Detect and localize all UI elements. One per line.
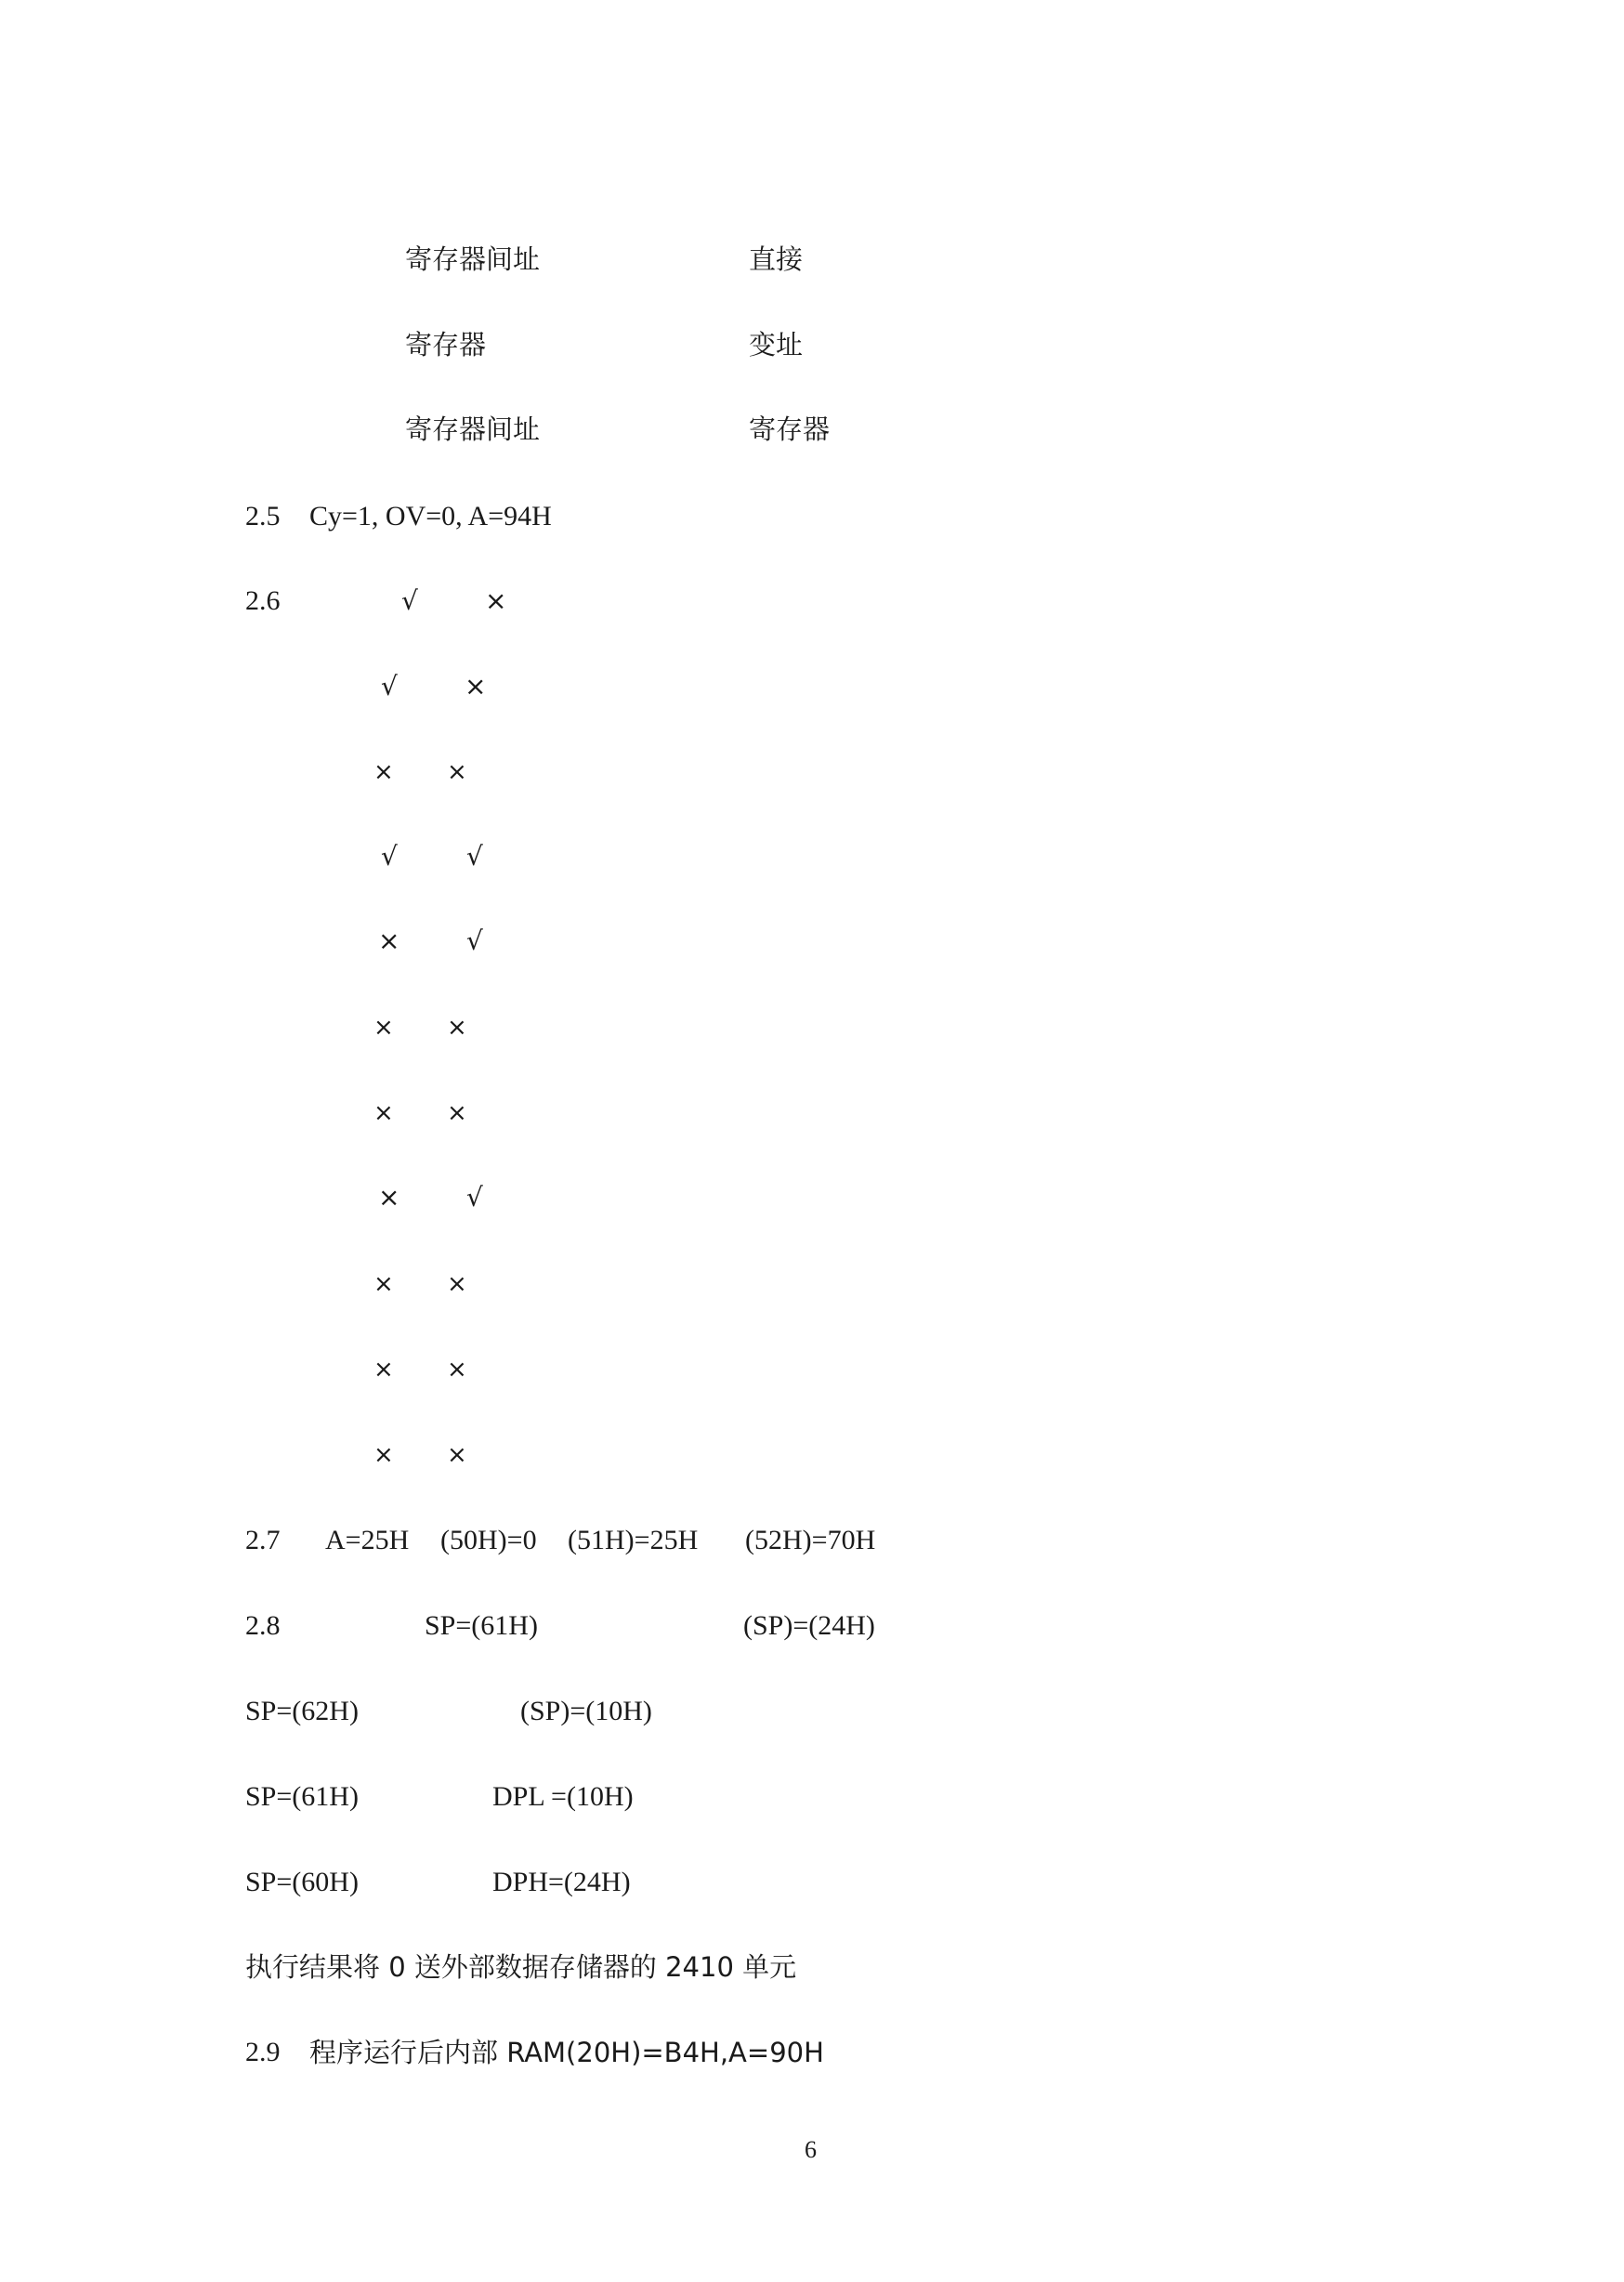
addressing-right-2: 变址 bbox=[749, 329, 804, 361]
q2-6-mark-6b: × bbox=[447, 1014, 467, 1042]
q2-6-mark-3a: × bbox=[373, 758, 394, 786]
addressing-left-1: 寄存器间址 bbox=[405, 243, 541, 275]
q2-7-number: 2.7 bbox=[245, 1525, 281, 1555]
q2-6-mark-4b: √ bbox=[466, 841, 483, 872]
q2-6-mark-5a: × bbox=[378, 925, 400, 956]
q2-6-mark-2a: √ bbox=[381, 671, 398, 702]
q2-7-value-1: A=25H bbox=[325, 1525, 410, 1555]
addressing-right-1: 直接 bbox=[749, 243, 804, 275]
addressing-left-3: 寄存器间址 bbox=[405, 413, 541, 445]
q2-8-left-2: SP=(62H) bbox=[245, 1696, 359, 1726]
addressing-left-2: 寄存器 bbox=[405, 329, 487, 361]
q2-6-mark-9b: × bbox=[447, 1270, 467, 1298]
q2-8-right-2: (SP)=(10H) bbox=[520, 1696, 652, 1726]
q2-8-right-3: DPL =(10H) bbox=[492, 1781, 634, 1812]
q2-6-mark-11b: × bbox=[447, 1441, 467, 1469]
q2-9-number: 2.9 bbox=[245, 2037, 281, 2067]
q2-8-right-4: DPH=(24H) bbox=[492, 1867, 631, 1897]
q2-5-answer: Cy=1, OV=0, A=94H bbox=[309, 501, 552, 531]
q2-6-mark-7b: × bbox=[447, 1099, 467, 1127]
q2-6-mark-1a: √ bbox=[401, 585, 418, 616]
q2-8-right-1: (SP)=(24H) bbox=[743, 1610, 875, 1641]
addressing-right-3: 寄存器 bbox=[749, 413, 831, 445]
q2-6-mark-5b: √ bbox=[466, 925, 483, 956]
q2-6-mark-9a: × bbox=[373, 1270, 394, 1298]
q2-8-number: 2.8 bbox=[245, 1610, 281, 1641]
q2-6-mark-3b: × bbox=[447, 758, 467, 786]
q2-6-mark-10b: × bbox=[447, 1356, 467, 1384]
q2-8-left-1: SP=(61H) bbox=[425, 1610, 538, 1641]
q2-6-mark-1b: × bbox=[485, 585, 507, 616]
q2-6-mark-2b: × bbox=[465, 671, 487, 702]
q2-8-result: 执行结果将 0 送外部数据存储器的 2410 单元 bbox=[245, 1951, 797, 1983]
q2-7-value-4: (52H)=70H bbox=[745, 1525, 876, 1555]
q2-6-mark-8b: √ bbox=[466, 1182, 483, 1213]
q2-6-number: 2.6 bbox=[245, 585, 281, 616]
q2-7-value-2: (50H)=0 bbox=[440, 1525, 537, 1555]
q2-6-mark-6a: × bbox=[373, 1014, 394, 1042]
q2-8-left-4: SP=(60H) bbox=[245, 1867, 359, 1897]
q2-8-left-3: SP=(61H) bbox=[245, 1781, 359, 1812]
q2-9-answer: 程序运行后内部 RAM(20H)=B4H,A=90H bbox=[309, 2037, 824, 2068]
page-number: 6 bbox=[805, 2136, 817, 2163]
q2-7-value-3: (51H)=25H bbox=[568, 1525, 699, 1555]
q2-6-mark-10a: × bbox=[373, 1356, 394, 1384]
q2-6-mark-7a: × bbox=[373, 1099, 394, 1127]
q2-6-mark-11a: × bbox=[373, 1441, 394, 1469]
q2-5-number: 2.5 bbox=[245, 501, 281, 531]
q2-6-mark-4a: √ bbox=[381, 841, 398, 872]
q2-6-mark-8a: × bbox=[378, 1182, 400, 1213]
